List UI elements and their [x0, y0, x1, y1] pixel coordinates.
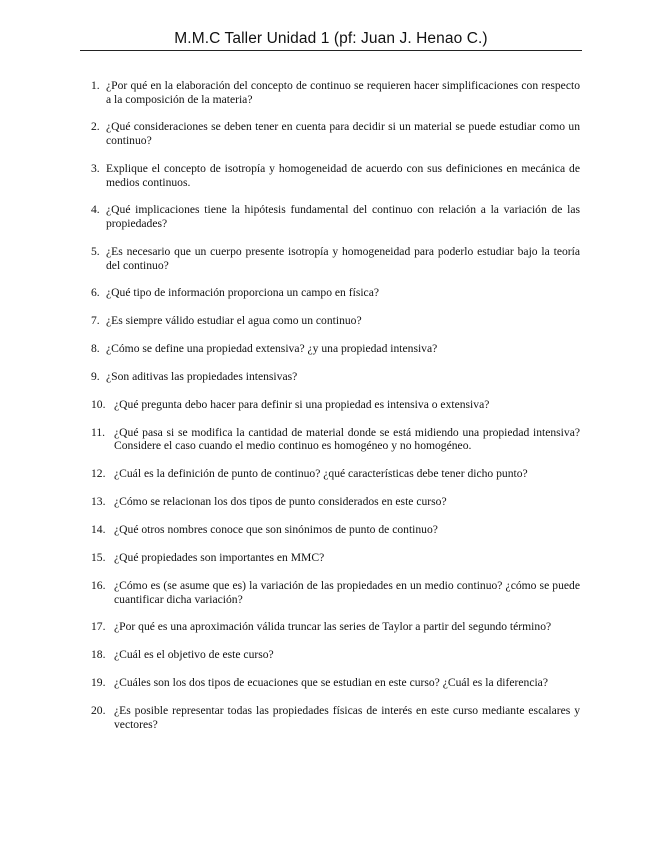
- question-number: 14.: [91, 523, 106, 537]
- question-number: 11.: [91, 425, 106, 439]
- question-item-20: [91, 704, 580, 731]
- question-number: 5.: [91, 244, 100, 258]
- question-text: Explique el concepto de isotropía y homogeneidad de acuerdo con sus definiciones en mecánica de medios continuos.: [106, 161, 580, 189]
- question-text: ¿Qué tipo de información proporciona un campo en física?: [106, 286, 379, 300]
- question-text: ¿Por qué es una aproximación válida truncar las series de Taylor a partir del segundo término?: [114, 620, 552, 634]
- question-item-10: [91, 398, 580, 412]
- question-number: 18.: [91, 648, 106, 662]
- question-number: 13.: [91, 495, 106, 509]
- page-title: M.M.C Taller Unidad 1 (pf: Juan J. Henao C.): [174, 30, 488, 47]
- question-item-14: [91, 523, 580, 537]
- question-number: 9.: [91, 370, 100, 384]
- question-item-2: [91, 120, 580, 147]
- question-item-17: [91, 620, 580, 634]
- question-text: ¿Qué consideraciones se deben tener en cuenta para decidir si un material se puede estudiar como un continuo?: [106, 120, 580, 148]
- question-number: 20.: [91, 704, 106, 718]
- question-number: 4.: [91, 203, 100, 217]
- question-text: ¿Qué implicaciones tiene la hipótesis fundamental del continuo con relación a la variación de las propiedades?: [106, 203, 580, 231]
- question-text: ¿Es necesario que un cuerpo presente isotropía y homogeneidad para poderlo estudiar bajo la teoría del continuo?: [106, 244, 580, 272]
- question-item-12: [91, 467, 580, 481]
- question-number: 6.: [91, 286, 100, 300]
- question-item-6: [91, 286, 580, 300]
- question-number: 16.: [91, 578, 106, 592]
- question-item-15: [91, 551, 580, 565]
- question-text: ¿Cuál es el objetivo de este curso?: [114, 648, 274, 662]
- question-number: 15.: [91, 551, 106, 565]
- question-item-19: [91, 676, 580, 690]
- question-list: [91, 79, 580, 746]
- question-text: ¿Son aditivas las propiedades intensivas?: [106, 370, 298, 384]
- question-item-5: [91, 245, 580, 272]
- question-text: ¿Cuáles son los dos tipos de ecuaciones que se estudian en este curso? ¿Cuál es la diferencia?: [114, 676, 548, 690]
- question-text: ¿Por qué en la elaboración del concepto de continuo se requieren hacer simplificaciones con respecto a la composición de la materia?: [106, 79, 580, 106]
- question-number: 1.: [91, 79, 100, 92]
- question-item-13: [91, 495, 580, 509]
- question-item-16: [91, 579, 580, 606]
- question-item-7: [91, 314, 580, 328]
- question-number: 8.: [91, 342, 100, 356]
- question-item-3: [91, 162, 580, 189]
- question-text: ¿Cómo se define una propiedad extensiva? ¿y una propiedad intensiva?: [106, 342, 438, 356]
- question-number: 19.: [91, 676, 106, 690]
- question-item-9: [91, 370, 580, 384]
- question-item-11: [91, 426, 580, 453]
- question-item-1: [91, 79, 580, 106]
- question-text: ¿Cómo se relacionan los dos tipos de punto considerados en este curso?: [114, 495, 447, 509]
- question-item-8: [91, 342, 580, 356]
- header-rule: [80, 50, 582, 51]
- question-number: 12.: [91, 467, 106, 481]
- question-text: ¿Qué pasa si se modifica la cantidad de material donde se está midiendo una propiedad intensiva? Considere el caso cuando el medio continuo es homogéneo y no homogéneo.: [114, 425, 580, 453]
- question-text: ¿Qué pregunta debo hacer para definir si una propiedad es intensiva o extensiva?: [114, 397, 490, 411]
- question-item-18: [91, 648, 580, 662]
- question-number: 7.: [91, 314, 100, 328]
- question-text: ¿Qué otros nombres conoce que son sinónimos de punto de continuo?: [114, 523, 438, 537]
- question-text: ¿Qué propiedades son importantes en MMC?: [114, 551, 325, 565]
- question-text: ¿Cómo es (se asume que es) la variación de las propiedades en un medio continuo? ¿cómo se puede cuantificar dicha variación?: [114, 578, 580, 606]
- question-text: ¿Es siempre válido estudiar el agua como un continuo?: [106, 314, 362, 328]
- question-text: ¿Cuál es la definición de punto de continuo? ¿qué características debe tener dicho punto?: [114, 467, 528, 481]
- question-number: 10.: [91, 397, 106, 411]
- question-text: ¿Es posible representar todas las propiedades físicas de interés en este curso mediante escalares y vectores?: [114, 704, 580, 731]
- question-item-4: [91, 203, 580, 230]
- question-number: 3.: [91, 161, 100, 175]
- question-number: 17.: [91, 620, 106, 634]
- question-number: 2.: [91, 120, 100, 134]
